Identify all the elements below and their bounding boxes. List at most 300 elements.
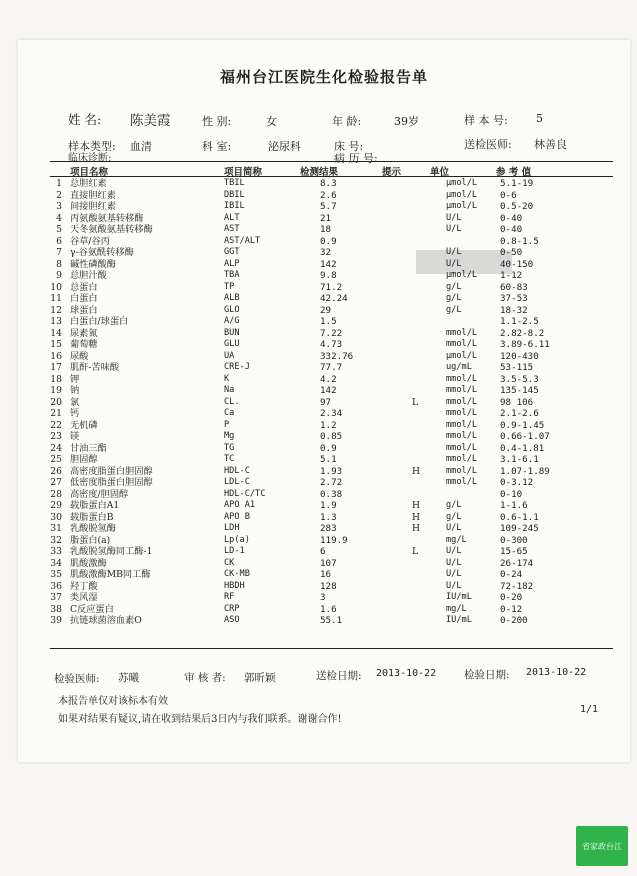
item-ref: 26-174: [500, 557, 534, 569]
item-flag: L: [412, 396, 419, 408]
item-abbr: TP: [224, 281, 235, 292]
item-ref: 109-245: [500, 523, 539, 534]
table-row: [48, 466, 618, 478]
row-index: 30: [50, 511, 62, 523]
table-row: [48, 293, 618, 305]
item-result: 77.7: [320, 362, 343, 373]
item-name: 肌酐-苦味酸: [70, 362, 120, 373]
col-unit: 单位: [430, 167, 450, 178]
row-index: 20: [50, 396, 62, 408]
item-ref: 0-40: [500, 224, 523, 235]
col-result: 检测结果: [300, 167, 339, 178]
item-ref: 37-53: [500, 293, 528, 304]
item-ref: 1.1-2.5: [500, 316, 539, 327]
item-abbr: Na: [224, 385, 235, 395]
table-row: [48, 259, 618, 271]
item-result: 1.5: [320, 316, 337, 327]
tester: 苏曦: [118, 672, 139, 684]
item-flag: H: [412, 465, 421, 477]
table-row: [48, 431, 618, 443]
reviewer: 郭昕颖: [244, 672, 276, 684]
table-row: [48, 569, 618, 581]
table-row: [48, 374, 618, 386]
item-unit: g/L: [446, 511, 462, 522]
row-index: 16: [50, 350, 62, 362]
item-abbr: HDL-C: [224, 465, 250, 476]
item-abbr: TBIL: [224, 178, 245, 188]
row-index: 36: [50, 580, 62, 592]
item-name: 尿酸: [70, 350, 89, 362]
item-abbr: APO B: [224, 511, 250, 522]
row-index: 39: [50, 615, 62, 626]
item-flag: H: [412, 500, 421, 511]
table-row: [48, 420, 618, 432]
item-unit: U/L: [446, 523, 462, 533]
item-unit: U/L: [446, 546, 462, 556]
item-name: 天冬氨酸氨基转移酶: [70, 224, 153, 235]
item-name: 白蛋白/球蛋白: [70, 316, 129, 327]
item-result: 5.7: [320, 201, 337, 212]
item-unit: U/L: [446, 569, 462, 579]
item-ref: 3.1-6.1: [500, 454, 539, 465]
patient-name: 陈美霞: [130, 113, 171, 129]
item-result: 2.72: [320, 477, 343, 488]
item-ref: 40-150: [500, 258, 534, 270]
row-index: 10: [50, 281, 62, 293]
report-title: 福州台江医院生化检验报告单: [219, 68, 428, 86]
table-row: [48, 581, 618, 593]
age-label: 年 龄:: [332, 115, 362, 128]
item-abbr: RF: [224, 592, 235, 602]
item-name: C反应蛋白: [70, 603, 114, 615]
table-row: [48, 512, 618, 524]
item-name: 乳酸脱氢酶: [70, 523, 116, 534]
item-ref: 1-12: [500, 270, 523, 281]
sender-label: 送检医师:: [464, 138, 512, 151]
item-unit: IU/mL: [446, 592, 472, 602]
item-name: 高密度脂蛋白胆固醇: [70, 465, 153, 477]
specimen-no: 5: [536, 112, 543, 125]
item-name: 抗链球菌溶血素O: [70, 615, 142, 626]
watermark-badge: 省家政台江: [576, 826, 628, 866]
item-name: 尿素氮: [70, 327, 98, 339]
item-abbr: GLU: [224, 339, 240, 349]
table-row: [48, 454, 618, 466]
table-row: [48, 362, 618, 374]
item-ref: 1.07-1.89: [500, 465, 550, 477]
item-result: 21: [320, 212, 332, 224]
item-name: 丙氨酸氨基转移酶: [70, 212, 144, 224]
row-index: 9: [56, 270, 62, 281]
item-abbr: HDL-C/TC: [224, 488, 266, 499]
item-unit: mmol/L: [446, 327, 478, 338]
table-row: [48, 328, 618, 340]
item-ref: 18-32: [500, 304, 528, 316]
item-result: 1.93: [320, 465, 343, 477]
item-ref: 2.82-8.2: [500, 327, 545, 339]
item-ref: 5.1-19: [500, 178, 534, 189]
row-index: 1: [56, 178, 62, 189]
sample-type: 血清: [130, 140, 152, 153]
item-result: 97: [320, 396, 332, 408]
item-result: 2.34: [320, 408, 343, 419]
row-index: 13: [50, 316, 62, 327]
item-ref: 0-40: [500, 212, 523, 224]
item-result: 4.2: [320, 373, 337, 385]
item-result: 128: [320, 580, 337, 592]
tester-label: 检验医师:: [54, 673, 100, 685]
item-name: 总胆红素: [70, 178, 107, 189]
item-unit: μmol/L: [446, 350, 478, 361]
table-end-rule: [50, 648, 613, 649]
row-index: 32: [50, 534, 62, 546]
row-index: 28: [50, 488, 62, 500]
item-name: 载脂蛋白B: [70, 511, 114, 523]
row-index: 26: [50, 465, 62, 477]
item-result: 1.2: [320, 419, 337, 431]
item-ref: 0-6: [500, 189, 517, 201]
table-row: [48, 201, 618, 213]
item-result: 1.9: [320, 500, 337, 511]
validity-note: 本报告单仅对该标本有效: [58, 696, 168, 707]
table-row: [48, 604, 618, 616]
item-unit: U/L: [446, 247, 462, 257]
item-name: 乳酸脱氢酶同工酶-1: [70, 546, 153, 557]
item-abbr: LD-1: [224, 546, 245, 556]
item-unit: mmol/L: [446, 454, 478, 464]
item-abbr: TBA: [224, 270, 240, 280]
bed-label: 床 号:: [334, 140, 364, 153]
item-abbr: CRE-J: [224, 362, 250, 372]
table-row: [48, 247, 618, 259]
col-flag: 提示: [382, 167, 402, 178]
item-abbr: AST/ALT: [224, 235, 261, 246]
table-row: [48, 558, 618, 570]
item-result: 0.85: [320, 431, 343, 442]
item-unit: U/L: [446, 258, 462, 269]
item-unit: μmol/L: [446, 189, 478, 200]
item-result: 9.8: [320, 270, 337, 281]
item-abbr: CRP: [224, 603, 240, 614]
table-row: [48, 305, 618, 317]
item-result: 42.24: [320, 293, 348, 304]
item-ref: 0.8-1.5: [500, 235, 539, 247]
item-abbr: HBDH: [224, 580, 245, 591]
table-row: [48, 397, 618, 409]
item-abbr: ALP: [224, 258, 240, 269]
item-result: 0.9: [320, 442, 337, 454]
col-ref: 参 考 值: [496, 167, 532, 178]
row-index: 14: [50, 327, 62, 339]
row-index: 37: [50, 592, 62, 603]
table-row: [48, 535, 618, 547]
item-result: 29: [320, 304, 332, 316]
row-index: 24: [50, 442, 62, 454]
item-ref: 0.5-20: [500, 201, 534, 212]
item-abbr: LDH: [224, 523, 240, 533]
row-index: 33: [50, 546, 62, 557]
item-ref: 2.1-2.6: [500, 408, 539, 419]
item-abbr: AST: [224, 224, 240, 234]
item-unit: mmol/L: [446, 431, 478, 441]
item-ref: 53-115: [500, 362, 534, 373]
results-table: [48, 178, 618, 627]
header-rule: [50, 161, 613, 162]
table-row: [48, 385, 618, 397]
submit-date: 2013-10-22: [376, 668, 437, 679]
item-name: 胆固醇: [70, 454, 98, 465]
item-abbr: CL.: [224, 396, 240, 407]
item-ref: 0-20: [500, 592, 523, 603]
item-abbr: TC: [224, 454, 235, 464]
item-unit: μmol/L: [446, 201, 478, 211]
item-result: 332.76: [320, 350, 354, 362]
table-row: [48, 615, 618, 627]
row-index: 6: [56, 235, 62, 247]
item-abbr: ALT: [224, 212, 240, 223]
item-unit: mmol/L: [446, 385, 478, 395]
item-flag: H: [412, 523, 421, 534]
item-result: 1.3: [320, 511, 337, 523]
row-index: 18: [50, 373, 62, 385]
item-abbr: GGT: [224, 247, 240, 257]
row-index: 27: [50, 477, 62, 488]
item-name: 低密度脂蛋白胆固醇: [70, 477, 153, 488]
report-sheet: [18, 40, 630, 762]
table-row: [48, 282, 618, 294]
row-index: 23: [50, 431, 62, 442]
name-label: 姓 名:: [68, 112, 102, 127]
item-ref: 0-200: [500, 615, 528, 626]
item-abbr: Mg: [224, 431, 235, 441]
item-result: 4.73: [320, 339, 343, 350]
row-index: 15: [50, 339, 62, 350]
item-ref: 0-50: [500, 247, 523, 258]
item-unit: U/L: [446, 557, 462, 568]
item-unit: mmol/L: [446, 477, 478, 487]
item-result: 32: [320, 247, 332, 258]
item-name: 钠: [70, 385, 80, 396]
gender-label: 性 别:: [202, 115, 232, 128]
patient-age: 39岁: [394, 115, 419, 128]
item-name: 谷草/谷丙: [70, 235, 110, 247]
item-name: 镁: [70, 431, 80, 442]
item-abbr: UA: [224, 350, 235, 361]
table-row: [48, 500, 618, 512]
item-unit: U/L: [446, 224, 462, 234]
item-name: 脂蛋白(a): [70, 534, 111, 546]
item-abbr: CK: [224, 557, 235, 568]
item-name: 肌酸激酶: [70, 557, 107, 569]
table-row: [48, 213, 618, 225]
row-index: 3: [56, 201, 62, 212]
item-result: 107: [320, 557, 337, 569]
item-name: 碱性磷酸酶: [70, 258, 116, 270]
item-unit: mmol/L: [446, 339, 478, 349]
specimen-no-label: 样 本 号:: [464, 114, 508, 127]
item-name: 肌酸激酶MB同工酶: [70, 569, 151, 580]
table-row: [48, 592, 618, 604]
row-index: 29: [50, 500, 62, 511]
item-abbr: APO A1: [224, 500, 256, 510]
item-name: 高密度/胆固醇: [70, 488, 129, 500]
item-name: 葡萄糖: [70, 339, 98, 350]
item-ref: 98 106: [500, 396, 534, 408]
item-result: 119.9: [320, 534, 348, 546]
item-flag: H: [412, 511, 421, 523]
item-name: 直接胆红素: [70, 189, 116, 201]
table-row: [48, 270, 618, 282]
item-result: 18: [320, 224, 332, 235]
item-result: 16: [320, 569, 332, 580]
item-abbr: P: [224, 419, 230, 430]
row-index: 21: [50, 408, 62, 419]
item-name: 氯: [70, 396, 80, 408]
item-name: 间接胆红素: [70, 201, 116, 212]
item-unit: mmol/L: [446, 396, 478, 407]
item-result: 6: [320, 546, 326, 557]
item-abbr: ALB: [224, 293, 240, 303]
item-abbr: DBIL: [224, 189, 245, 200]
table-row: [48, 224, 618, 236]
diagnosis-label: 临床诊断:: [68, 153, 112, 164]
table-row: [48, 190, 618, 202]
item-name: 钙: [70, 408, 80, 419]
table-row: [48, 316, 618, 328]
row-index: 4: [56, 212, 62, 224]
item-ref: 0.4-1.81: [500, 442, 545, 454]
item-unit: mmol/L: [446, 419, 478, 430]
item-abbr: K: [224, 373, 230, 384]
item-name: 无机磷: [70, 419, 98, 431]
item-ref: 135-145: [500, 385, 539, 396]
item-name: 类风湿: [70, 592, 98, 603]
row-index: 34: [50, 557, 62, 569]
test-date: 2013-10-22: [526, 667, 587, 678]
row-index: 8: [56, 258, 62, 270]
item-result: 2.6: [320, 189, 337, 201]
item-unit: mmol/L: [446, 373, 478, 384]
item-abbr: Ca: [224, 408, 235, 418]
row-index: 7: [56, 247, 62, 258]
item-result: 8.3: [320, 178, 337, 189]
table-row: [48, 408, 618, 420]
item-abbr: ASO: [224, 615, 240, 625]
row-index: 35: [50, 569, 62, 580]
item-ref: 0-12: [500, 603, 523, 615]
row-index: 25: [50, 454, 62, 465]
item-ref: 60-83: [500, 281, 528, 293]
item-unit: U/L: [446, 212, 462, 223]
item-result: 1.6: [320, 603, 337, 615]
item-ref: 15-65: [500, 546, 528, 557]
reviewer-label: 审 核 者:: [184, 672, 226, 684]
table-row: [48, 546, 618, 558]
table-row: [48, 489, 618, 501]
item-ref: 3.89-6.11: [500, 339, 550, 350]
item-unit: ug/mL: [446, 362, 472, 372]
item-unit: mmol/L: [446, 442, 478, 453]
item-name: 载脂蛋白A1: [70, 500, 120, 511]
item-result: 142: [320, 258, 337, 270]
table-row: [48, 178, 618, 190]
item-abbr: Lp(a): [224, 534, 250, 545]
item-ref: 120-430: [500, 350, 539, 362]
submit-date-label: 送检日期:: [316, 670, 362, 682]
item-result: 0.9: [320, 235, 337, 247]
item-ref: 1-1.6: [500, 500, 528, 511]
item-ref: 0.6-1.1: [500, 511, 539, 523]
item-result: 71.2: [320, 281, 343, 293]
item-unit: mg/L: [446, 603, 467, 614]
item-name: 总蛋白: [70, 281, 98, 293]
item-ref: 0.9-1.45: [500, 419, 545, 431]
item-abbr: GLO: [224, 304, 240, 315]
table-row: [48, 443, 618, 455]
row-index: 11: [50, 293, 62, 304]
item-flag: L: [412, 546, 419, 557]
item-ref: 72-182: [500, 580, 534, 592]
item-unit: mg/L: [446, 534, 467, 545]
item-name: 总胆汁酸: [70, 270, 107, 281]
item-unit: g/L: [446, 281, 462, 292]
table-row: [48, 523, 618, 535]
item-result: 7.22: [320, 327, 343, 339]
item-unit: g/L: [446, 293, 462, 303]
item-result: 55.1: [320, 615, 343, 626]
table-row: [48, 477, 618, 489]
item-abbr: TG: [224, 442, 235, 453]
item-name: 羟丁酸: [70, 580, 98, 592]
item-name: 球蛋白: [70, 304, 98, 316]
item-result: 0.38: [320, 488, 343, 500]
item-abbr: IBIL: [224, 201, 245, 211]
row-index: 22: [50, 419, 62, 431]
item-result: 283: [320, 523, 337, 534]
row-index: 5: [56, 224, 62, 235]
item-result: 3: [320, 592, 326, 603]
item-ref: 0.66-1.07: [500, 431, 550, 442]
patient-gender: 女: [266, 115, 277, 128]
item-ref: 0-300: [500, 534, 528, 546]
sender: 林善良: [534, 138, 567, 151]
item-unit: g/L: [446, 500, 462, 510]
table-row: [48, 236, 618, 248]
page-number: 1/1: [580, 704, 599, 715]
item-ref: 0-24: [500, 569, 523, 580]
row-index: 19: [50, 385, 62, 396]
item-name: 白蛋白: [70, 293, 98, 304]
row-index: 2: [56, 189, 62, 201]
col-abbr: 项目简称: [224, 167, 263, 178]
column-rule: [50, 176, 613, 177]
item-ref: 3.5-5.3: [500, 373, 539, 385]
row-index: 31: [50, 523, 62, 534]
item-ref: 0-10: [500, 488, 523, 500]
item-name: 钾: [70, 373, 80, 385]
item-unit: mmol/L: [446, 465, 478, 476]
item-result: 142: [320, 385, 337, 396]
row-index: 38: [50, 603, 62, 615]
col-name: 项目名称: [70, 167, 109, 178]
item-unit: U/L: [446, 580, 462, 591]
dept-label: 科 室:: [202, 140, 232, 153]
item-unit: IU/mL: [446, 615, 472, 625]
contact-note: 如果对结果有疑议,请在收到结果后3日内与我们联系。谢谢合作!: [58, 714, 342, 725]
record-label: 病 历 号:: [334, 152, 378, 165]
item-unit: mmol/L: [446, 408, 478, 418]
row-index: 12: [50, 304, 62, 316]
